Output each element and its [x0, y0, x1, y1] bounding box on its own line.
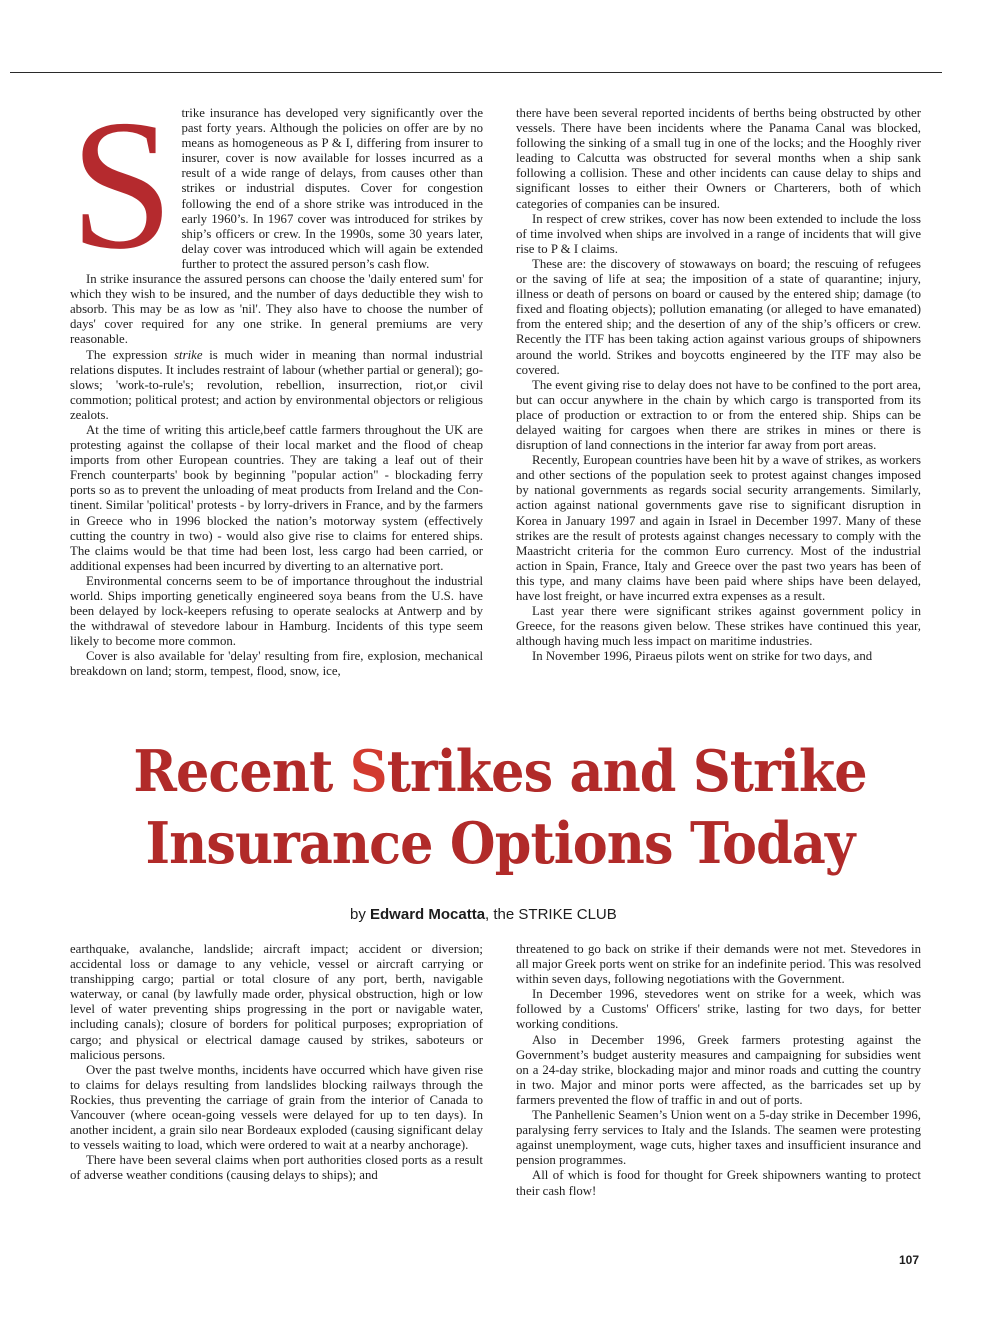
top-rule: [10, 72, 942, 73]
paragraph: Also in December 1996, Greek farmers protesting against the Government’s budget austerity measures and campaigning for subsidies went on a 24-day strike, blockading major and minor roads and cutting the country in two. Major and minor ports were affected, as the barricades set up by farmers prevented the flow of traffic in and out of ports.: [516, 1032, 921, 1107]
paragraph: threatened to go back on strike if their demands were not met. Stevedores in all major Greek ports went on strike for an indefinite period. This was resolved within seven days, following negotiations with the Government.: [516, 942, 921, 987]
paragraph: Cover is also available for 'delay' resulting from fire, explosion, mechanical breakdown on land; storm, tempest, flood, snow, ice,: [70, 649, 483, 679]
paragraph: [70, 82, 483, 288]
byline: [350, 906, 617, 923]
byline-suffix: , the STRIKE CLUB: [485, 906, 617, 923]
paragraph: In respect of crew strikes, cover has now been extended to include the loss of time involved when ships are involved in a range of incidents that will give rise to P & I claims.: [516, 211, 921, 256]
emphasis-term: strike: [174, 347, 203, 362]
paragraph: The Panhellenic Seamen’s Union went on a 5-day strike in December 1996, paralysing ferry services to Italy and the Islands. The seamen were protesting against unemployment, wage cuts, higher taxes and insufficient insurance and pension programmes.: [516, 1108, 921, 1168]
author-name: Edward Mocatta: [370, 906, 486, 923]
paragraph: Last year there were significant strikes against government policy in Greece, for the reasons given below. These strikes have continued this year, although having much less impact on maritime industries.: [516, 604, 921, 649]
paragraph: All of which is food for thought for Greek shipowners wanting to protect their cash flow!: [516, 1168, 921, 1198]
paragraph: In December 1996, stevedores went on strike for a week, which was followed by a Customs' Officers' strike, lasting for two days, for better working conditions.: [516, 987, 921, 1032]
title-text: trikes and Strike: [386, 738, 867, 805]
paragraph: earthquake, avalanche, landslide; aircraft impact; accident or diversion; accidental loss or damage to any vehicle, vessel or aircraft carrying or transhipping cargo; partial or total closure of any port, berth, navigable waterway, or canal (by lawfully made order, physical obstruction, high or low level of water preventing ships progressing in the port or navigable water, including canals); closure of borders for political purposes; expropriation of cargo; and physical or electrical damage caused by strikes, saboteurs or malicious persons.: [70, 942, 483, 1062]
paragraph-text: trike insurance has developed very significantly over the past forty years. Although the policies on offer are by no means as homogeneous as P & I, differing from insurer to insurer, cover is now available for losses incurred as a result of a wide range of delays, from causes other than strikes or industrial disputes. Cover for congestion following the end of a shore strike was introduced in the early 1960’s. In 1967 cover was introduced for strikes by ship’s officers or crew. In the 1990s, some 30 years later, delay cover was introduced which will again be extended further to protect the assured person’s cash flow.: [181, 106, 483, 271]
title-text: Recent: [133, 738, 350, 805]
paragraph: [70, 348, 483, 423]
drop-cap: S: [70, 82, 174, 288]
paragraph: The event giving rise to delay does not have to be confined to the port area, but can occur anywhere in the chain by which cargo is transported from its place of production or extraction to or from the entered ship. Ships can be delayed waiting for cargoes when there are strikes in mines or there is disruption of land connections in the interior far away from port areas.: [516, 377, 921, 453]
article-title-line-2: Insurance Options Today: [145, 810, 855, 877]
column-top-left: [70, 82, 483, 680]
paragraph: Recently, European countries have been hit by a wave of strikes, as workers and other sections of the population seek to protest against changes imposed by national governments as regards social security arrangements. Similarly, action against national governments gave rise to significant disruption in Korea in January 1997 and again in Israel in December 1997. Many of these strikes are the result of protests against changes necessary to comply with the Maastricht criteria for the common Euro currency. Most of the industrial action in Spain, France, Italy and Greece over the past two years has been of this type, and many claims have been paid where ships have been delayed, have lost freight, or have incurred extra expenses as a result.: [516, 453, 921, 603]
column-top-right: [516, 106, 921, 664]
paragraph-text: The expression: [86, 347, 175, 362]
column-bottom-left: [70, 942, 483, 1184]
paragraph: In November 1996, Piraeus pilots went on strike for two days, and: [532, 649, 873, 664]
article-title-line-1: [95, 740, 905, 804]
paragraph: These are: the discovery of stowaways on board; the rescuing of refugees or the saving of life at sea; the imposition of a state of quarantine; injury, illness or death of persons on board or caused by the entered ship; damage (to fixed and floating objects); pollution emanating (or alleged to have emanated) from the entered ship; and the desertion of any of the ship’s officers or crew. Recently the ITF has been taking action against various groups of shipowners around the world. Strikes and boycotts engineered by the ITF may also be covered.: [516, 256, 921, 377]
title-accent-letter: S: [349, 738, 387, 805]
paragraph: there have been several reported incidents of berths being obstructed by other vessels. There have been incidents where the Panama Canal was blocked, following the sinking of a small tug in one of the locks; and the Hooghly river leading to Calcutta was obstructed for several months when a ship sank following a collision. These and other incidents can cause delay to ships and significant losses to either their Owners or Charterers, both of which categories of companies can be insured.: [516, 106, 921, 211]
paragraph: At the time of writing this article,beef cattle farmers throughout the UK are protesting against the collapse of their local market and the flood of cheap imports from other European countries. They are taking a leaf out of their French counterparts' book by beginning "popular action" - blockading ferry ports so as to prevent the unloading of meat products from Ireland and the Con-tinent. Similar 'political' protests - by lorry-drivers in France, and by the farmers in Greece who in 1996 blocked the nation’s motorway system (effectively cutting the country in two) - would also give rise to claims for entered ships. The claims would be that time had been lost, less cargo had been carried, or additional expenses had been incurred by diverting to an alternative port.: [70, 422, 483, 573]
column-bottom-right: [516, 942, 921, 1199]
paragraph: In strike insurance the assured persons can choose the 'daily entered sum' for which they wish to be insured, and the number of days deductible they wish to absorb. This may be as low as 'nil'. They also have to choose the number of days' cover required for any one strike. In general premiums are very reasonable.: [70, 272, 483, 347]
paragraph: Over the past twelve months, incidents have occurred which have given rise to claims for delays resulting from landslides blocking railways through the Rockies, thus preventing the carriage of grain from the interior of Canada to Vancouver (where ocean-going vessels were delayed for up to ten days). In another incident, a grain silo near Bordeaux exploded (causing significant delay to vessels waiting to load, which were ordered to wait at a nearby anchorage).: [70, 1062, 483, 1153]
page-number: 107: [899, 1253, 920, 1267]
paragraph: Environmental concerns seem to be of importance throughout the industrial world. Ships importing genetically engineered soya beans from the U.S. have been delayed by lock-keepers refusing to operate sealocks at Antwerp and by the withdrawal of stevedore labour in Hamburg. Incidents of this type seem likely to become more common.: [70, 573, 483, 649]
paragraph: There have been several claims when port authorities closed ports as a result of adverse weather conditions (causing delays to ships); and: [70, 1153, 483, 1183]
paragraph-text: is much wider in meaning than normal industrial relations disputes. It includes restraint of labour (whether partial or general); go-slows; 'work-to-rule's; revolution, rebellion, insurrection, riot,or civil commotion; political protest; and action by environmental objectors or religious zealots.: [70, 347, 483, 422]
byline-prefix: by: [350, 906, 371, 923]
